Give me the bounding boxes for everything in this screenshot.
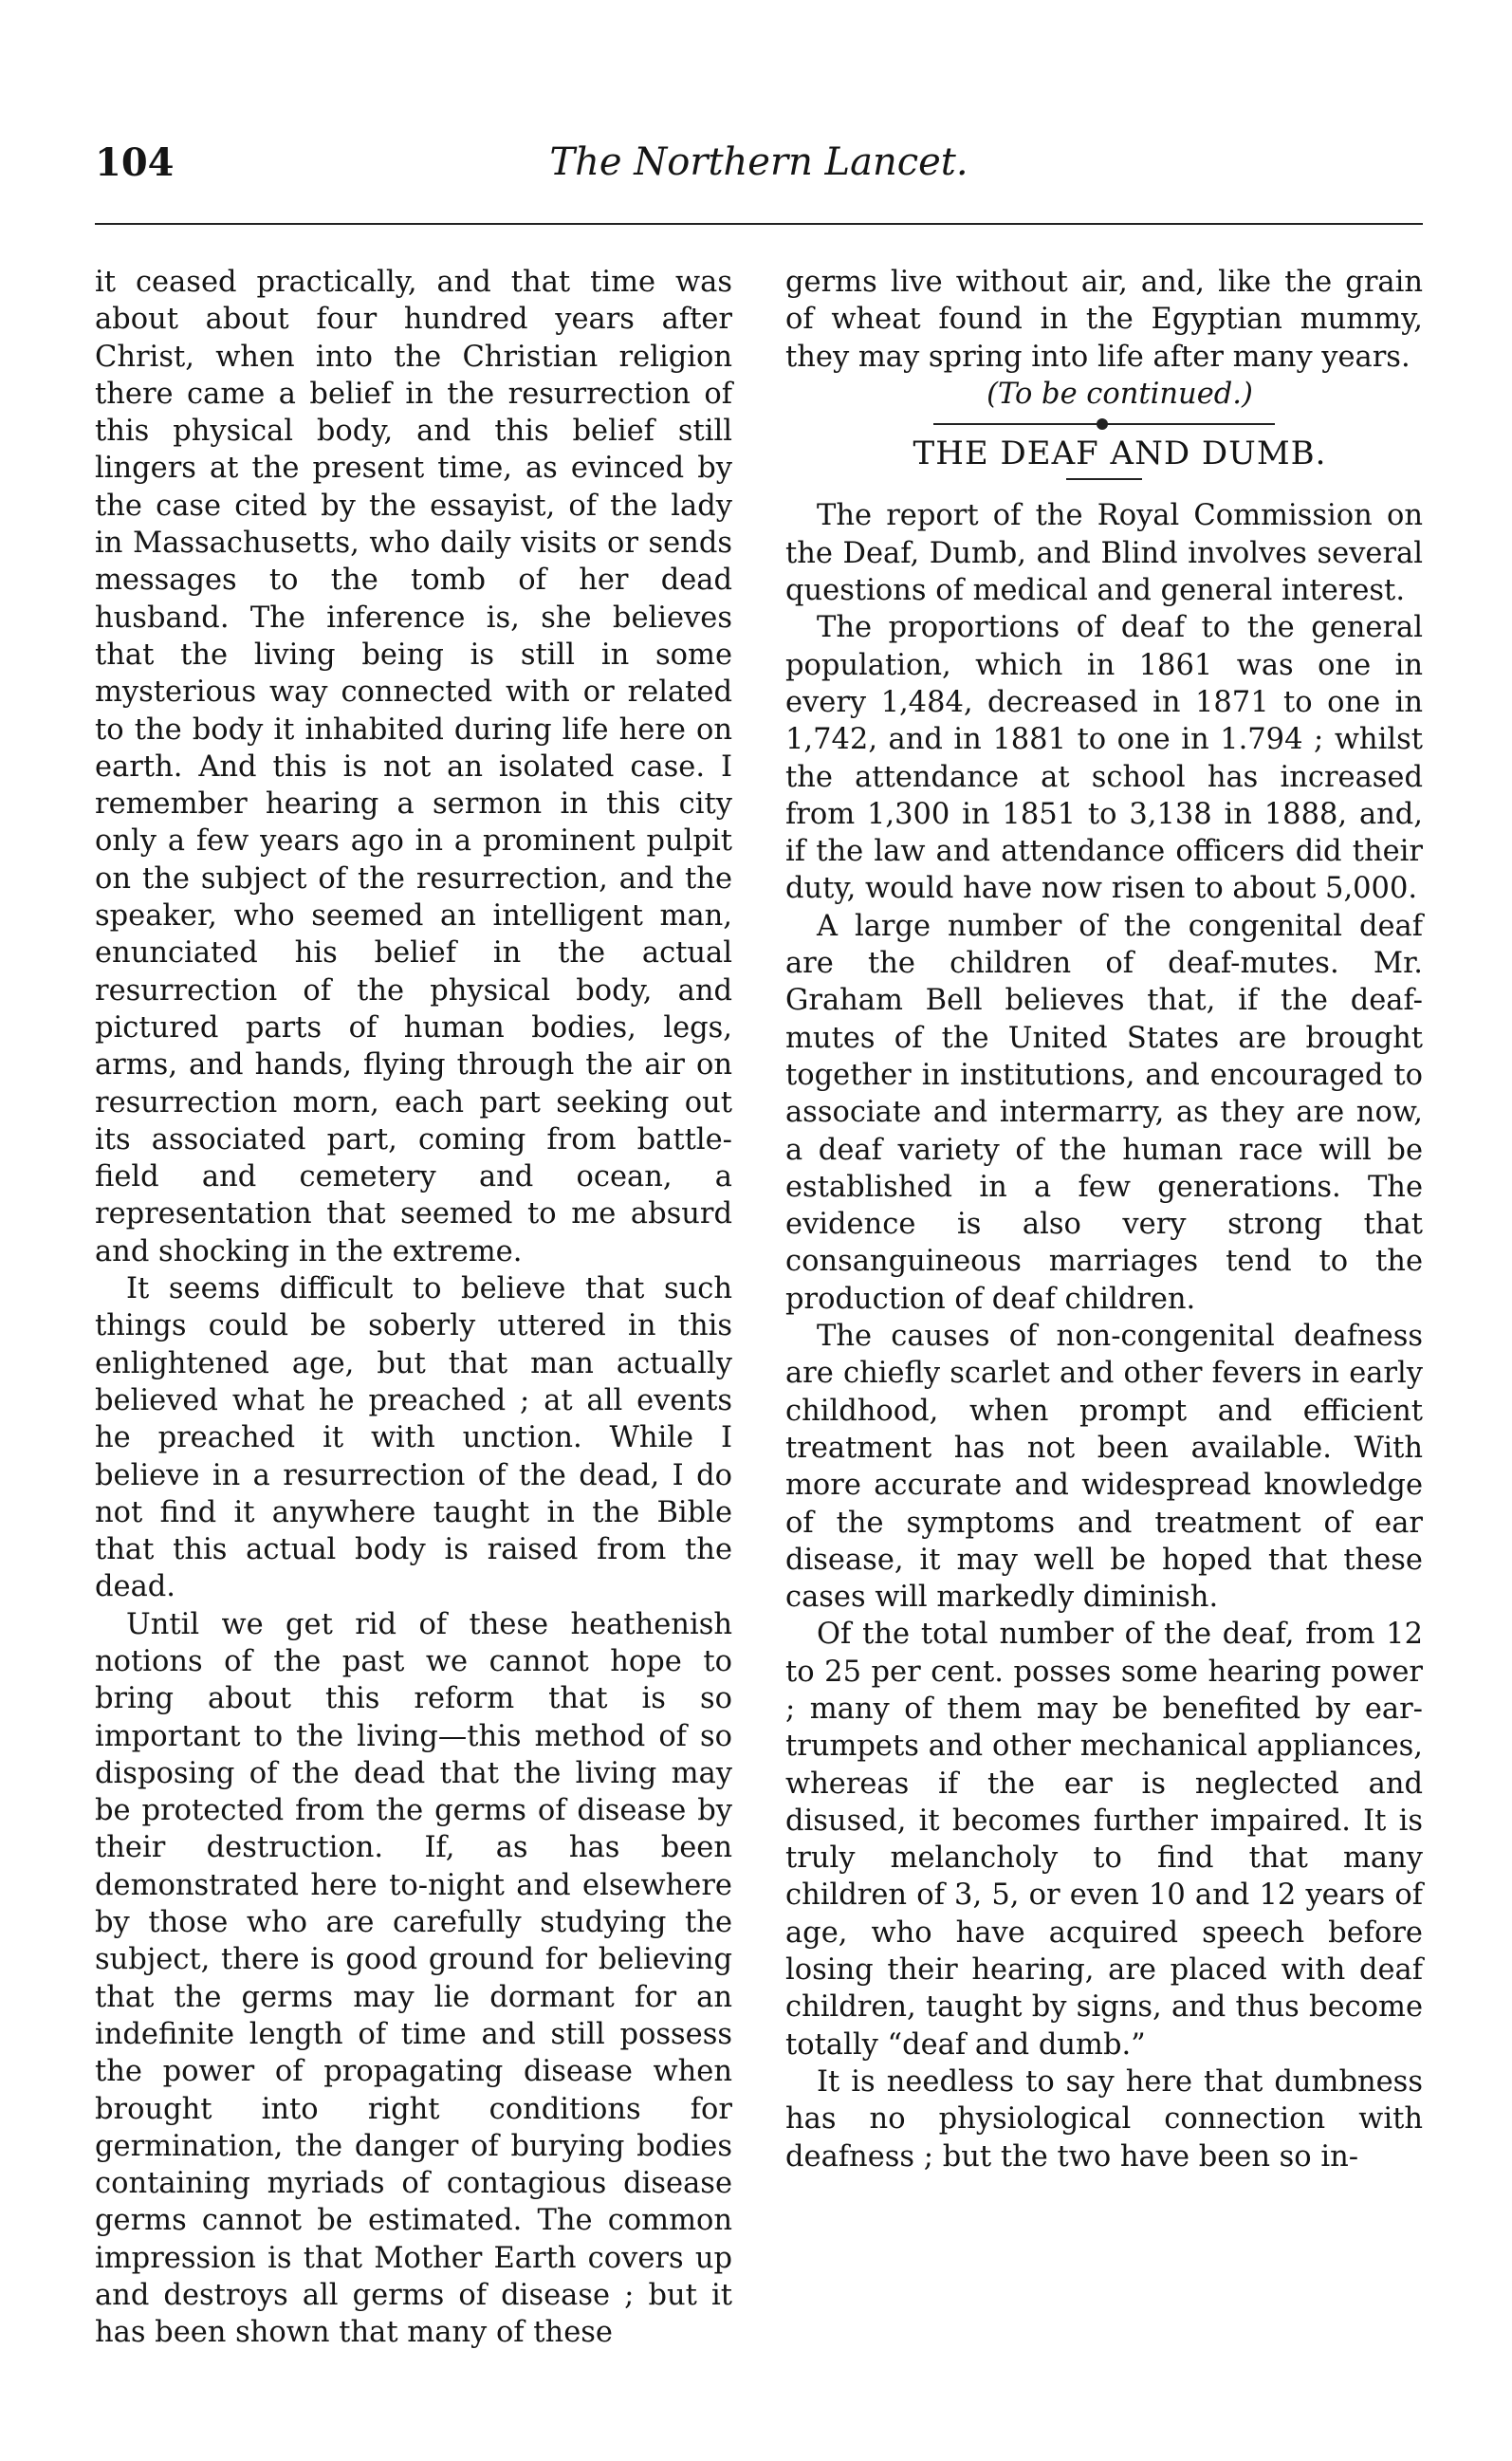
paragraph: Of the total number of the deaf, from 12 to 25 per cent. posses some hearing power ; many of them may be benefited by ear-trumpets and other mechanical appliances, whereas if the ear is neglected and disused, it becomes further impaired. It is truly melancholy to find that many children of 3, 5, or even 10 and 12 years of age, who have acquired speech before losing their hearing, are placed with deaf children, taught by signs, and thus become totally “deaf and dumb.” [785, 1618, 1423, 2062]
page-header [95, 140, 1423, 197]
section-divider-ornament [933, 413, 1275, 435]
divider-dot [1097, 418, 1108, 430]
right-column [785, 264, 1423, 2175]
article-title: THE DEAF AND DUMB. [913, 435, 1327, 473]
to-be-continued-note: (To be continued.) [986, 377, 1253, 411]
page-number: 104 [95, 140, 175, 185]
paragraph: The report of the Royal Commission on the Deaf, Dumb, and Blind involves several questions of medical and general interest. [785, 499, 1423, 608]
paragraph: It is needless to say here that dumbness has no physiological connection with deafness ; but the two have been so in- [785, 2064, 1423, 2174]
paragraph: It seems difficult to believe that such things could be soberly uttered in this enlightened age, but that man actually believed what he preached ; at all events he preached it with unction. While I believe in a resurrection of the dead, I do not find it anywhere taught in the Bible that this actual body is raised from the dead. [95, 1272, 732, 1604]
paragraph: The proportions of deaf to the general population, which in 1861 was one in every 1,484, decreased in 1871 to one in 1,742, and in 1881 to one in 1.794 ; whilst the attendance at school has increased from 1,300 in 1851 to 3,138 in 1888, and, if the law and attendance officers did their duty, would have now risen to about 5,000. [785, 611, 1423, 906]
continued-paragraph: germs live without air, and, like the grain of wheat found in the Egyptian mummy, they may spring into life after many years. [785, 266, 1423, 374]
left-column [95, 264, 732, 2352]
running-title: The Northern Lancet. [549, 140, 968, 184]
paragraph: A large number of the congenital deaf are the children of deaf-mutes. Mr. Graham Bell believes that, if the deaf-mutes of the United States are brought together in institutions, and encouraged to associate and intermarry, as they are now, a deaf variety of the human race will be established in a few generations. The evidence is also very strong that consanguineous marriages tend to the production of deaf children. [785, 909, 1423, 1316]
paragraph: it ceased practically, and that time was about about four hundred years after Christ, when into the Christian religion there came a belief in the resurrection of this physical body, and this belief still lingers at the present time, as evinced by the case cited by the essayist, of the lady in Massachusetts, who daily visits or sends messages to the tomb of her dead husband. The inference is, she believes that the living being is still in some mysterious way connected with or related to the body it inhabited during life here on earth. And this is not an isolated case. I remember hearing a sermon in this city only a few years ago in a prominent pulpit on the subject of the resurrection, and the speaker, who seemed an intelligent man, enunciated his belief in the actual resurrection of the physical body, and pictured parts of human bodies, legs, arms, and hands, flying through the air on resurrection morn, each part seeking out its associated part, coming from battle-field and cemetery and ocean, a representation that seemed to me absurd and shocking in the extreme. [95, 266, 732, 1268]
title-rule [1066, 478, 1142, 480]
paragraph: The causes of non-congenital deafness are chiefly scarlet and other fevers in early childhood, when prompt and efficient treatment has not been available. With more accurate and widespread knowledge of the symptoms and treatment of ear disease, it may well be hoped that these cases will markedly diminish. [785, 1320, 1423, 1615]
paragraph: Until we get rid of these heathenish notions of the past we cannot hope to bring about this reform that is so important to the living—this method of so disposing of the dead that the living may be protected from the germs of disease by their destruction. If, as has been demonstrated here to-night and elsewhere by those who are carefully studying the subject, there is good ground for believing that the germs may lie dormant for an indefinite length of time and still possess the power of propagating disease when brought into right conditions for germination, the danger of burying bodies containing myriads of contagious disease germs cannot be estimated. The common impression is that Mother Earth covers up and destroys all germs of disease ; but it has been shown that many of these [95, 1607, 732, 2350]
header-rule [95, 223, 1423, 225]
